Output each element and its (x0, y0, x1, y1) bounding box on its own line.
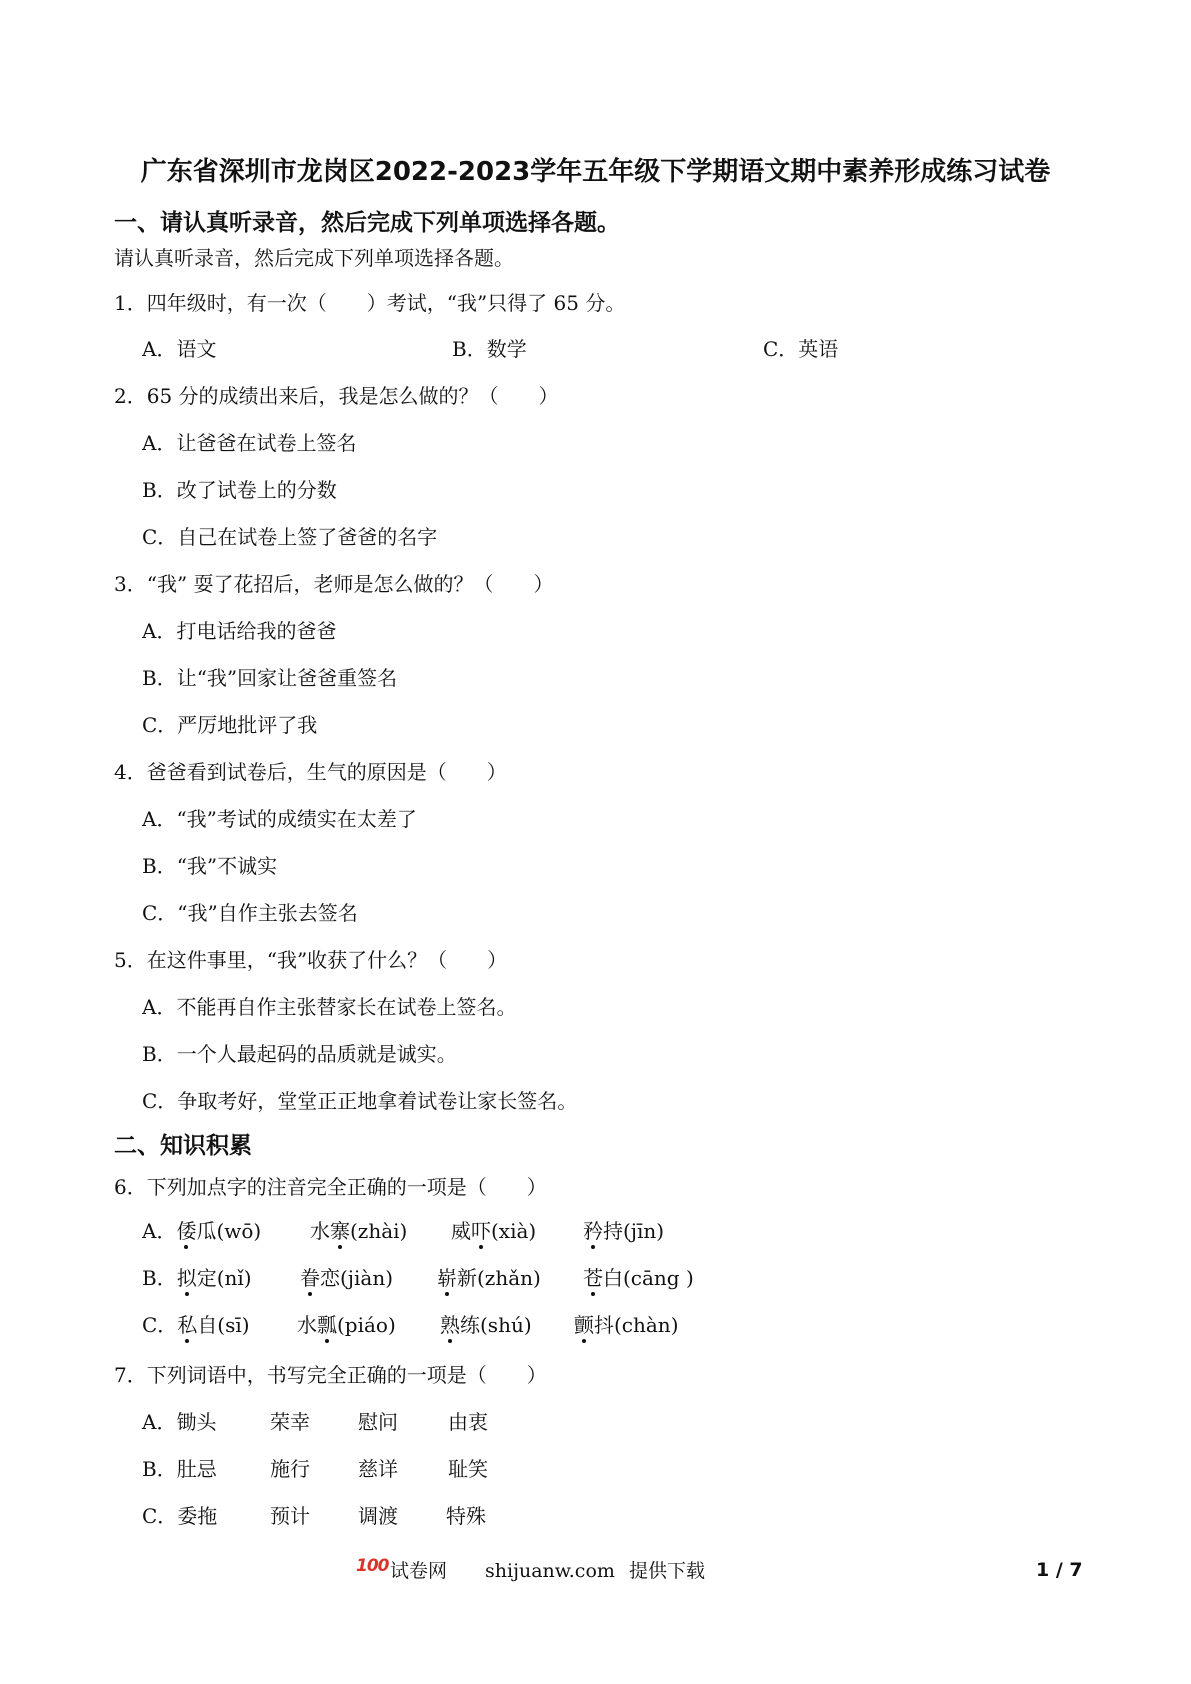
question-2-stem: 2．65 分的成绩出来后，我是怎么做的？（ ） (114, 384, 559, 408)
dotted-char: 眷 (300, 1266, 320, 1290)
section-heading-listening: 一、请认真听录音，然后完成下列单项选择各题。 (114, 210, 620, 236)
question-7-option-c-word-3: 调渡 (358, 1504, 398, 1528)
question-5-option-b[interactable]: B．一个人最起码的品质就是诚实。 (142, 1042, 457, 1066)
option-label: A． (142, 1219, 177, 1243)
question-1-option-b[interactable]: B．数学 (452, 337, 527, 361)
dotted-char: 崭 (437, 1266, 457, 1290)
word-part: 水 (297, 1313, 317, 1337)
question-7-option-c-word-2: 预计 (270, 1504, 310, 1528)
word-rest: (xià) (491, 1219, 537, 1243)
page-title: 广东省深圳市龙岗区2022-2023学年五年级下学期语文期中素养形成练习试卷 (140, 157, 1051, 187)
dotted-char: 苍 (583, 1266, 603, 1290)
footer-site-name: 试卷网 (390, 1560, 448, 1582)
word-rest: 持(jīn) (603, 1219, 665, 1243)
question-6-option-a[interactable] (142, 1217, 261, 1245)
option-label: C． (142, 1313, 178, 1337)
word-rest: 自(sī) (197, 1313, 250, 1337)
question-4-option-c[interactable]: C．“我”自作主张去签名 (142, 901, 358, 925)
question-6-option-c-word-2 (297, 1311, 396, 1339)
question-7-stem: 7．下列词语中，书写完全正确的一项是（ ） (114, 1363, 547, 1387)
dotted-char: 倭 (176, 1219, 197, 1243)
question-6-option-c-word-3 (440, 1311, 532, 1339)
word-rest: 练(shú) (460, 1313, 532, 1337)
dotted-char: 颤 (574, 1313, 594, 1337)
question-3-option-a[interactable]: A．打电话给我的爸爸 (142, 619, 337, 643)
question-7-option-a-word-4: 由衷 (448, 1410, 488, 1434)
dotted-char: 拟 (176, 1266, 197, 1290)
question-5-stem: 5．在这件事里，“我”收获了什么？（ ） (114, 948, 508, 972)
question-3-stem: 3．“我” 耍了花招后，老师是怎么做的？（ ） (114, 572, 554, 596)
question-1-option-c[interactable]: C．英语 (763, 337, 839, 361)
question-1-stem: 1．四年级时，有一次（ ）考试，“我”只得了 65 分。 (114, 291, 626, 315)
question-7-option-a-word-2: 荣幸 (270, 1410, 310, 1434)
question-2-option-a[interactable]: A．让爸爸在试卷上签名 (142, 431, 357, 455)
question-7-option-b-word-3: 慈详 (358, 1457, 398, 1481)
option-label: C． (142, 1504, 178, 1528)
question-6-option-a-word-2 (310, 1217, 407, 1245)
question-5-option-a[interactable]: A．不能再自作主张替家长在试卷上签名。 (142, 995, 517, 1019)
option-label: A． (142, 1410, 177, 1434)
section-intro: 请认真听录音，然后完成下列单项选择各题。 (114, 246, 514, 270)
word-rest: 新(zhǎn) (457, 1266, 541, 1290)
question-7-option-b-word-2: 施行 (270, 1457, 310, 1481)
dotted-char: 吓 (471, 1219, 491, 1243)
word: 肚忌 (176, 1457, 217, 1481)
dotted-char: 寨 (330, 1219, 350, 1243)
question-3-option-c[interactable]: C．严厉地批评了我 (142, 713, 318, 737)
question-2-option-b[interactable]: B．改了试卷上的分数 (142, 478, 337, 502)
dotted-char: 熟 (440, 1313, 460, 1337)
question-3-option-b[interactable]: B．让“我”回家让爸爸重签名 (142, 666, 398, 690)
question-6-option-b-word-4 (583, 1264, 694, 1292)
question-7-option-c[interactable] (142, 1502, 217, 1530)
footer-download-text: 提供下载 (629, 1560, 706, 1582)
word-part: 水 (310, 1219, 330, 1243)
question-5-option-c[interactable]: C．争取考好，堂堂正正地拿着试卷让家长签名。 (142, 1089, 578, 1113)
question-7-option-a[interactable] (142, 1408, 216, 1436)
word-rest: 瓜(wō) (196, 1219, 262, 1243)
dotted-char: 瓢 (317, 1313, 337, 1337)
word: 委拖 (177, 1504, 218, 1528)
word-rest: 定(nǐ) (196, 1266, 252, 1290)
question-7-option-a-word-3: 慰问 (358, 1410, 398, 1434)
page-number: 1 / 7 (1036, 1559, 1083, 1581)
word-rest: (zhài) (350, 1219, 408, 1243)
question-6-option-c-word-4 (574, 1311, 679, 1339)
footer-domain-link[interactable]: shijuanw.com (485, 1560, 615, 1582)
word-rest: 抖(chàn) (594, 1313, 679, 1337)
word-rest: 白(cāng ) (603, 1266, 694, 1290)
dotted-char: 私 (177, 1313, 198, 1337)
question-6-option-b-word-3 (437, 1264, 541, 1292)
question-6-stem: 6．下列加点字的注音完全正确的一项是（ ） (114, 1175, 547, 1199)
question-7-option-b[interactable] (142, 1455, 217, 1483)
option-label: B． (142, 1457, 177, 1481)
question-4-option-a[interactable]: A．“我”考试的成绩实在太差了 (142, 807, 417, 831)
option-label: B． (142, 1266, 177, 1290)
question-6-option-c[interactable] (142, 1311, 250, 1339)
word: 锄头 (176, 1410, 217, 1434)
question-7-option-c-word-4: 特殊 (446, 1504, 486, 1528)
question-6-option-b[interactable] (142, 1264, 252, 1292)
word-part: 威 (451, 1219, 471, 1243)
question-4-stem: 4．爸爸看到试卷后，生气的原因是（ ） (114, 760, 507, 784)
word-rest: 恋(jiàn) (320, 1266, 394, 1290)
question-6-option-a-word-3 (451, 1217, 536, 1245)
word-rest: (piáo) (337, 1313, 396, 1337)
question-2-option-c[interactable]: C．自己在试卷上签了爸爸的名字 (142, 525, 438, 549)
question-6-option-a-word-4 (583, 1217, 664, 1245)
question-7-option-b-word-4: 耻笑 (448, 1457, 488, 1481)
question-4-option-b[interactable]: B．“我”不诚实 (142, 854, 278, 878)
question-6-option-b-word-2 (300, 1264, 393, 1292)
section-heading-knowledge: 二、知识积累 (114, 1133, 252, 1159)
question-1-option-a[interactable]: A．语文 (142, 337, 217, 361)
site-logo-icon: 100 (356, 1556, 389, 1576)
dotted-char: 矜 (583, 1219, 603, 1243)
